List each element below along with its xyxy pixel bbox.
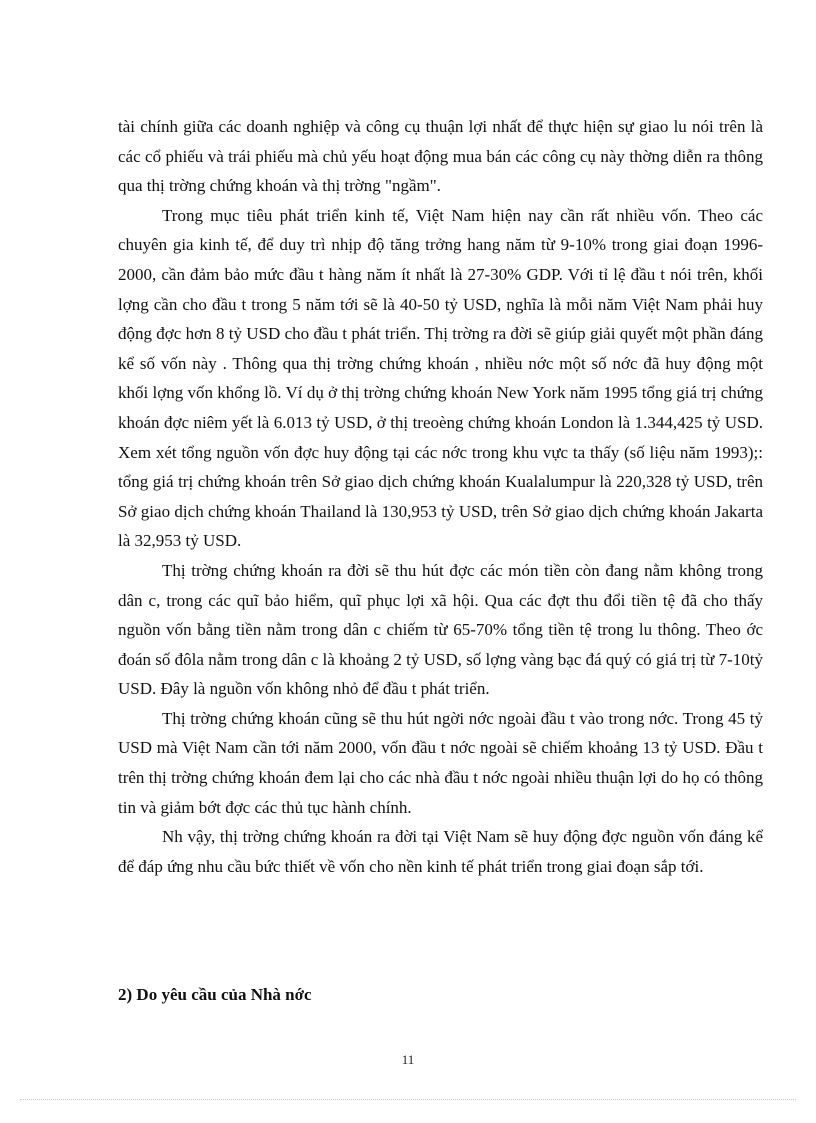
paragraph-domestic-funds: Thị trờng chứng khoán ra đời sẽ thu hút đợc các món tiền còn đang nằm không trong dân c, trong các quĩ bảo hiểm, quĩ phục lợi xã hội. Qua các đợt thu đổi tiền tệ đã cho thấy nguồn vốn bằng tiền nằm trong dân c chiếm từ 65-70% tổng tiền tệ trong lu thông. Theo ớc đoán số đôla nằm trong dân c là khoảng 2 tỷ USD, số lợng vàng bạc đá quý có giá trị từ 7-10tỷ USD. Đây là nguồn vốn không nhỏ để đầu t phát triển. (118, 560, 763, 699)
paragraph-foreign-investment: Thị trờng chứng khoán cũng sẽ thu hút ngời nớc ngoài đầu t vào trong nớc. Trong 45 tỷ USD mà Việt Nam cần tới năm 2000, vốn đầu t nớc ngoài sẽ chiếm khoảng 13 tỷ USD. Đầu t trên thị trờng chứng khoán đem lại cho các nhà đầu t nớc ngoài nhiều thuận lợi do họ có thông tin và giảm bớt đợc các thủ tục hành chính. (118, 708, 763, 817)
paragraph-continuation: tài chính giữa các doanh nghiệp và công cụ thuận lợi nhất để thực hiện sự giao lu nói trên là các cổ phiếu và trái phiếu mà chủ yếu hoạt động mua bán các công cụ này thờng diễn ra thông qua thị trờng chứng khoán và thị trờng "ngầm". (118, 117, 763, 196)
body-text (118, 112, 763, 881)
paragraph-capital-needs: Trong mục tiêu phát triển kinh tế, Việt Nam hiện nay cần rất nhiều vốn. Theo các chuyên gia kinh tế, để duy trì nhịp độ tăng trởng hang năm từ 9-10% trong giai đoạn 1996-2000, cần đảm bảo mức đầu t hàng năm ít nhất là 27-30% GDP. Với tỉ lệ đầu t nói trên, khối lợng cần cho đầu t trong 5 năm tới sẽ là 40-50 tỷ USD, nghĩa là mỗi năm Việt Nam phải huy động đợc hơn 8 tỷ USD cho đầu t phát triển. Thị trờng ra đời sẽ giúp giải quyết một phần đáng kể số vốn này . Thông qua thị trờng chứng khoán , nhiều nớc một số nớc đã huy động một khối lợng vốn khổng lồ. Ví dụ ở thị trờng chứng khoán New York năm 1995 tổng giá trị chứng khoán đợc niêm yết là 6.013 tỷ USD, ở thị treoèng chứng khoán London là 1.344,425 tỷ USD. Xem xét tổng nguồn vốn đợc huy động tại các nớc trong khu vực ta thấy (số liệu năm 1993);: tổng giá trị chứng khoán trên Sở giao dịch chứng khoán Kualalumpur là 220,328 tỷ USD, trên Sở giao dịch chứng khoán Thailand là 130,953 tỷ USD, trên Sở giao dịch chứng khoán Jakarta là 32,953 tỷ USD. (118, 205, 763, 551)
section-heading: 2) Do yêu cầu của Nhà nớc (118, 985, 312, 1004)
page-bottom-divider (20, 1099, 796, 1100)
paragraph-conclusion: Nh vậy, thị trờng chứng khoán ra đời tại Việt Nam sẽ huy động đợc nguồn vốn đáng kể để đáp ứng nhu cầu bức thiết về vốn cho nền kinh tế phát triển trong giai đoạn sắp tới. (118, 827, 763, 876)
page-number: 11 (401, 1052, 415, 1067)
